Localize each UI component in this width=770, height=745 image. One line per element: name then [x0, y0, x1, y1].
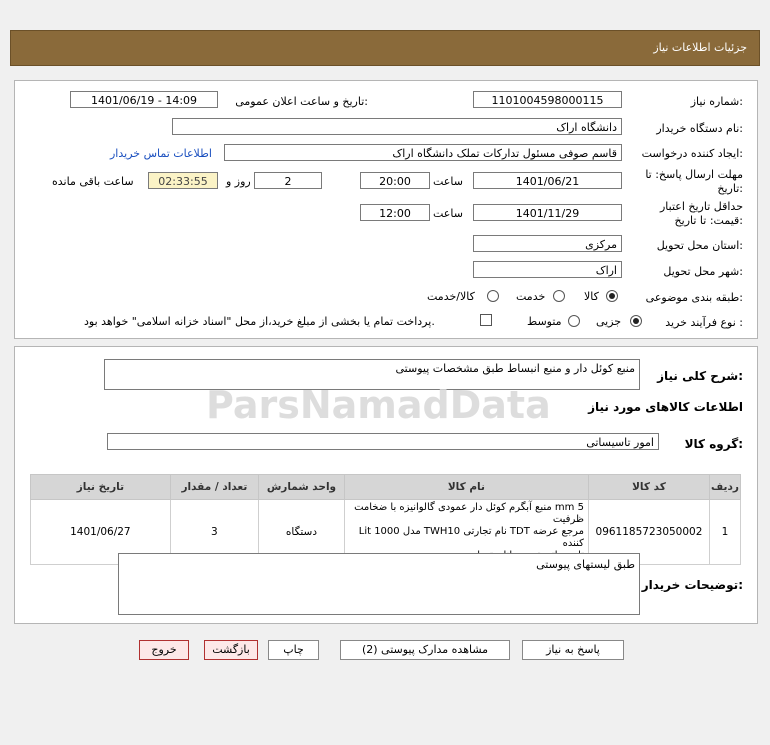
category-label: طبقه بندی موضوعی: — [645, 291, 743, 304]
days-field: 2 — [254, 172, 322, 189]
view-attachments-button[interactable]: مشاهده مدارک پیوستی (2) — [340, 640, 510, 660]
process-radio-minor[interactable] — [630, 315, 642, 327]
buyer-notes-label: توضیحات خریدار: — [641, 578, 743, 592]
deadline-time-field: 20:00 — [360, 172, 430, 189]
need-number-field: 1101004598000115 — [473, 91, 622, 108]
requester-field: قاسم صوفی مسئول تدارکات تملک دانشگاه اراک — [224, 144, 622, 161]
days-label: روز و — [226, 175, 251, 188]
summary-label: شرح کلی نیاز: — [657, 369, 743, 383]
exit-button[interactable]: خروج — [139, 640, 189, 660]
group-label: گروه کالا: — [684, 437, 743, 451]
city-label: شهر محل تحویل: — [663, 265, 743, 278]
requester-label: ایجاد کننده درخواست: — [641, 147, 743, 160]
process-option-minor: جزیی — [596, 315, 622, 328]
deadline-date-field: 1401/06/21 — [473, 172, 622, 189]
validity-time-label: ساعت — [433, 207, 463, 220]
deadline-time-label: ساعت — [433, 175, 463, 188]
remaining-time-field: 02:33:55 — [148, 172, 218, 189]
category-radio-service[interactable] — [553, 290, 565, 302]
category-option-goods: کالا — [584, 290, 599, 303]
back-button[interactable]: بازگشت — [204, 640, 258, 660]
process-option-medium: متوسط — [527, 315, 562, 328]
summary-field: منبع کوئل دار و منبع انبساط طبق مشخصات پیوستی — [104, 359, 640, 390]
row-qty: 3 — [170, 500, 258, 565]
province-label: استان محل تحویل: — [656, 239, 743, 252]
need-number-label: شماره نیاز: — [690, 95, 743, 108]
province-field: مرکزی — [473, 235, 622, 252]
col-unit: واحد شمارش — [259, 475, 345, 500]
process-label: نوع فرآیند خرید : — [665, 316, 743, 329]
category-radio-goods-service[interactable] — [487, 290, 499, 302]
row-name-line-1: منبع آبگرم کوئل دار عمودی گالوانیزه با ضخامت mm 5 ظرفیت — [354, 502, 584, 525]
validity-date-field: 1401/11/29 — [473, 204, 622, 221]
announce-label: تاریخ و ساعت اعلان عمومی: — [235, 95, 368, 108]
category-option-goods-service: کالا/خدمت — [427, 290, 475, 303]
treasury-note: پرداخت تمام یا بخشی از مبلغ خرید،از محل "اسناد خزانه اسلامی" خواهد بود. — [84, 315, 435, 328]
validity-label: حداقل تاریخ اعتبار — [659, 200, 743, 213]
col-name: نام کالا — [344, 475, 588, 500]
process-radio-medium[interactable] — [568, 315, 580, 327]
buyer-contact-link[interactable]: اطلاعات تماس خریدار — [110, 147, 212, 160]
announce-field: 1401/06/19 - 14:09 — [70, 91, 218, 108]
row-name-line-2: Lit 1000 مدل TWH10 نام تجارتی TDT مرجع عرضه کننده — [358, 526, 584, 549]
row-index: 1 — [709, 500, 740, 565]
row-unit: دستگاه — [259, 500, 345, 565]
items-table — [30, 474, 741, 565]
treasury-checkbox[interactable] — [480, 314, 492, 326]
items-title: اطلاعات کالاهای مورد نیاز — [588, 400, 743, 414]
print-button[interactable]: چاپ — [268, 640, 319, 660]
buyer-org-label: نام دستگاه خریدار: — [656, 122, 743, 135]
row-date: 1401/06/27 — [31, 500, 171, 565]
city-field: اراک — [473, 261, 622, 278]
page-title: جزئیات اطلاعات نیاز — [653, 41, 747, 54]
validity-label-2: قیمت: تا تاریخ: — [674, 214, 743, 227]
buyer-notes-field: طبق لیستهای پیوستی — [118, 553, 640, 615]
group-field: امور تاسیساتی — [107, 433, 659, 450]
watermark-brand: ParsNamadData — [206, 383, 551, 427]
page-header — [10, 30, 760, 66]
deadline-label-2: تاریخ: — [717, 182, 743, 195]
category-radio-goods[interactable] — [606, 290, 618, 302]
col-qty: تعداد / مقدار — [170, 475, 258, 500]
col-index: ردیف — [709, 475, 740, 500]
validity-time-field: 12:00 — [360, 204, 430, 221]
remaining-label: ساعت باقی مانده — [52, 175, 134, 188]
deadline-label: مهلت ارسال پاسخ: تا — [645, 168, 743, 181]
col-date: تاریخ نیاز — [31, 475, 171, 500]
buyer-org-field: دانشگاه اراک — [172, 118, 622, 135]
row-code: 0961185723050002 — [588, 500, 709, 565]
reply-button[interactable]: پاسخ به نیاز — [522, 640, 624, 660]
category-option-service: خدمت — [516, 290, 546, 303]
col-code: کد کالا — [588, 475, 709, 500]
